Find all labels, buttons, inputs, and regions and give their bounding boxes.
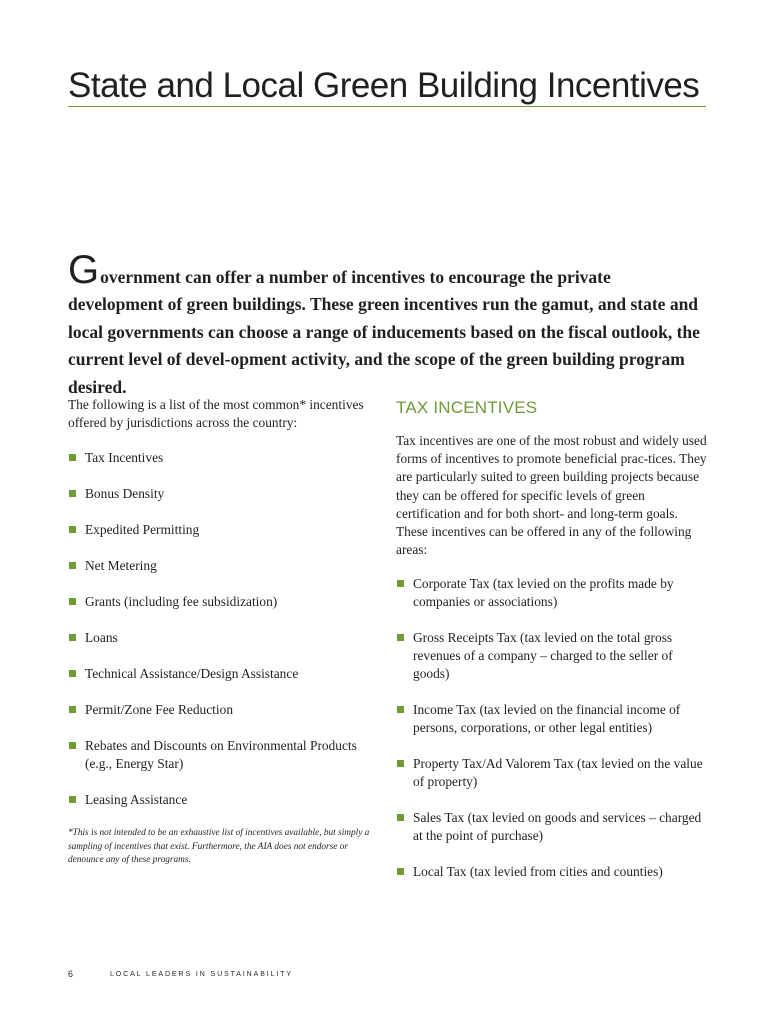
title-underline bbox=[68, 106, 706, 107]
list-item: Grants (including fee subsidization) bbox=[68, 593, 380, 611]
bullet-square-icon bbox=[69, 526, 76, 533]
right-column bbox=[396, 396, 708, 899]
list-item: Permit/Zone Fee Reduction bbox=[68, 701, 380, 719]
incentives-intro: The following is a list of the most common* incentives offered by jurisdictions across the country: bbox=[68, 397, 364, 430]
section-heading: TAX INCENTIVES bbox=[396, 398, 538, 417]
list-item: Tax Incentives bbox=[68, 449, 380, 467]
bullet-square-icon bbox=[397, 814, 404, 821]
list-item: Sales Tax (tax levied on goods and services – charged at the point of purchase) bbox=[396, 809, 708, 845]
bullet-square-icon bbox=[69, 742, 76, 749]
bullet-square-icon bbox=[397, 760, 404, 767]
bullet-square-icon bbox=[69, 796, 76, 803]
list-item: Technical Assistance/Design Assistance bbox=[68, 665, 380, 683]
drop-cap: G bbox=[68, 247, 100, 292]
lead-paragraph bbox=[68, 247, 708, 402]
list-item: Local Tax (tax levied from cities and counties) bbox=[396, 863, 708, 881]
page-footer bbox=[68, 967, 293, 981]
list-item: Corporate Tax (tax levied on the profits made by companies or associations) bbox=[396, 575, 708, 611]
tax-incentives-paragraph: Tax incentives are one of the most robust and widely used forms of incentives to promote beneficial prac-tices. They are particularly suited to green building projects because they can be offered for specific levels of green certification and for both short- and long-term goals. These incentives can be offered in any of the following areas: bbox=[396, 433, 707, 558]
incentives-list bbox=[68, 449, 380, 809]
lead-text: overnment can offer a number of incentives to encourage the private development of green buildings. These green incentives run the gamut, and state and local governments can choose a range of inducements based on the fiscal outlook, the current level of devel-opment activity, and the scope of the green building program desired. bbox=[68, 266, 700, 397]
footnote: *This is not intended to be an exhaustive list of incentives available, but simply a sampling of incentives that exist. Furthermore, the AIA does not endorse or denounce any of these programs. bbox=[68, 828, 370, 865]
bullet-square-icon bbox=[69, 562, 76, 569]
page-title: State and Local Green Building Incentives bbox=[68, 66, 700, 105]
tax-areas-list bbox=[396, 575, 708, 881]
list-item: Net Metering bbox=[68, 557, 380, 575]
list-item: Rebates and Discounts on Environmental Products (e.g., Energy Star) bbox=[68, 737, 380, 773]
list-item: Property Tax/Ad Valorem Tax (tax levied on the value of property) bbox=[396, 755, 708, 791]
bullet-square-icon bbox=[69, 598, 76, 605]
bullet-square-icon bbox=[69, 490, 76, 497]
list-item: Gross Receipts Tax (tax levied on the total gross revenues of a company – charged to the seller of goods) bbox=[396, 629, 708, 683]
bullet-square-icon bbox=[397, 706, 404, 713]
bullet-square-icon bbox=[397, 580, 404, 587]
page-number: 6 bbox=[68, 969, 74, 979]
list-item: Loans bbox=[68, 629, 380, 647]
list-item: Leasing Assistance bbox=[68, 791, 380, 809]
list-item: Income Tax (tax levied on the financial income of persons, corporations, or other legal entities) bbox=[396, 701, 708, 737]
bullet-square-icon bbox=[397, 868, 404, 875]
left-column bbox=[68, 396, 380, 877]
publication-label: LOCAL LEADERS IN SUSTAINABILITY bbox=[110, 970, 293, 978]
list-item: Expedited Permitting bbox=[68, 521, 380, 539]
bullet-square-icon bbox=[69, 706, 76, 713]
bullet-square-icon bbox=[397, 634, 404, 641]
bullet-square-icon bbox=[69, 634, 76, 641]
list-item: Bonus Density bbox=[68, 485, 380, 503]
bullet-square-icon bbox=[69, 670, 76, 677]
bullet-square-icon bbox=[69, 454, 76, 461]
